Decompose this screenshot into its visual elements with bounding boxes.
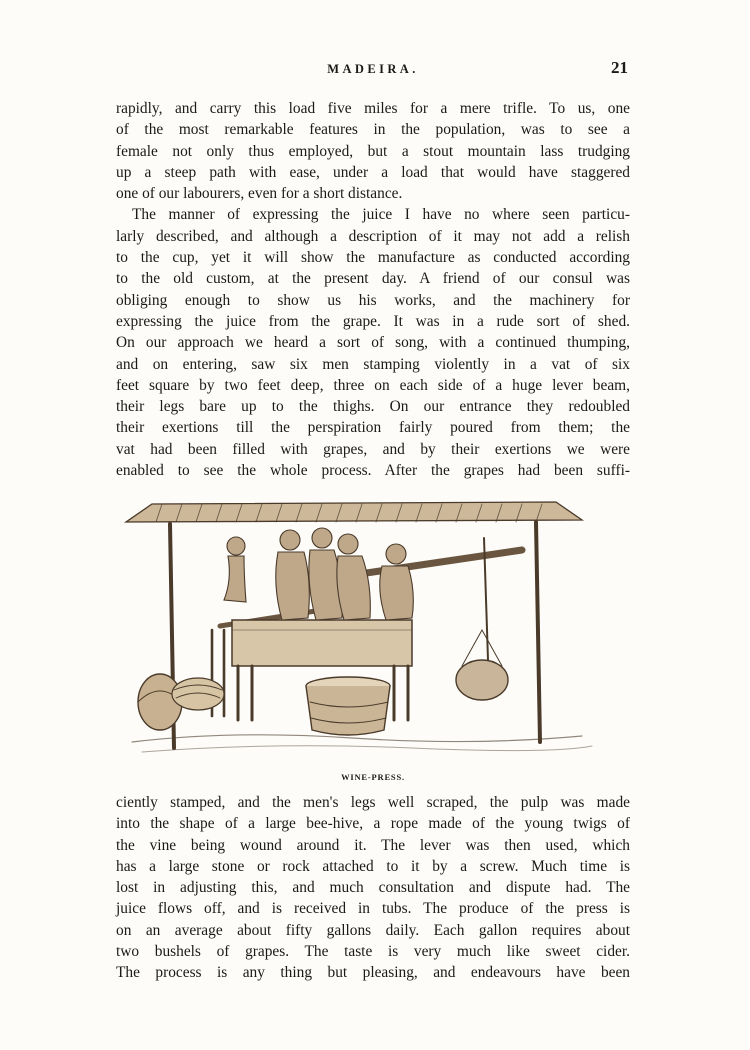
text-line: one of our labourers, even for a short distance. [116, 185, 403, 203]
text-line: juice flows off, and is received in tubs. The produce of the press is [116, 900, 630, 918]
text-line: their exertions till the perspiration fairly poured from them; the [116, 419, 630, 437]
text-line: On our approach we heard a sort of song, with a continued thumping, [116, 334, 630, 352]
text-line: obliging enough to show us his works, and the machinery for [116, 291, 630, 309]
text-line: to the cup, yet it will show the manufacture as conducted according [116, 249, 630, 267]
text-line: The manner of expressing the juice I have no where seen particu- [132, 206, 630, 224]
text-line: lost in adjusting this, and much consultation and dispute had. The [116, 879, 630, 897]
text-line: of the most remarkable features in the population, was to see a [116, 121, 630, 139]
running-title: MADEIRA. [327, 62, 419, 76]
text-line: enabled to see the whole process. After the grapes had been suffi- [116, 462, 630, 480]
text-line: into the shape of a large bee-hive, a rope made of the young twigs of [116, 815, 630, 833]
body-text-bottom [116, 792, 630, 984]
text-line: has a large stone or rock attached to it by a screw. Much time is [116, 857, 630, 875]
page-header [116, 58, 630, 82]
figure-caption: WINE-PRESS. [341, 772, 405, 782]
text-line: and on entering, saw six men stamping violently in a vat of six [116, 355, 630, 373]
text-line: two bushels of grapes. The taste is very much like sweet cider. [116, 943, 630, 961]
text-line: ciently stamped, and the men's legs well scraped, the pulp was made [116, 794, 630, 811]
text-line: The process is any thing but pleasing, and endeavours have been [116, 964, 630, 982]
text-line: their legs bare up to the thighs. On our entrance they redoubled [116, 398, 630, 416]
text-line: to the old custom, at the present day. A friend of our consul was [116, 270, 630, 288]
text-line: on an average about fifty gallons daily. Each gallon requires about [116, 921, 630, 939]
text-line: feet square by two feet deep, three on each side of a huge lever beam, [116, 376, 630, 394]
text-line: female not only thus employed, but a stout mountain lass trudging [116, 142, 630, 160]
text-line: the vine being wound around it. The lever was then used, which [116, 836, 630, 854]
text-line: vat had been filled with grapes, and by their exertions we were [116, 440, 630, 458]
text-line: up a steep path with ease, under a load that would have staggered [116, 163, 630, 181]
body-text-top [116, 98, 630, 481]
wine-press-illustration [112, 480, 598, 766]
text-line: rapidly, and carry this load five miles for a mere trifle. To us, one [116, 100, 630, 117]
page-number: 21 [611, 58, 628, 77]
text-line: larly described, and although a description of it may not add a relish [116, 227, 630, 245]
text-line: expressing the juice from the grape. It was in a rude sort of shed. [116, 312, 630, 330]
